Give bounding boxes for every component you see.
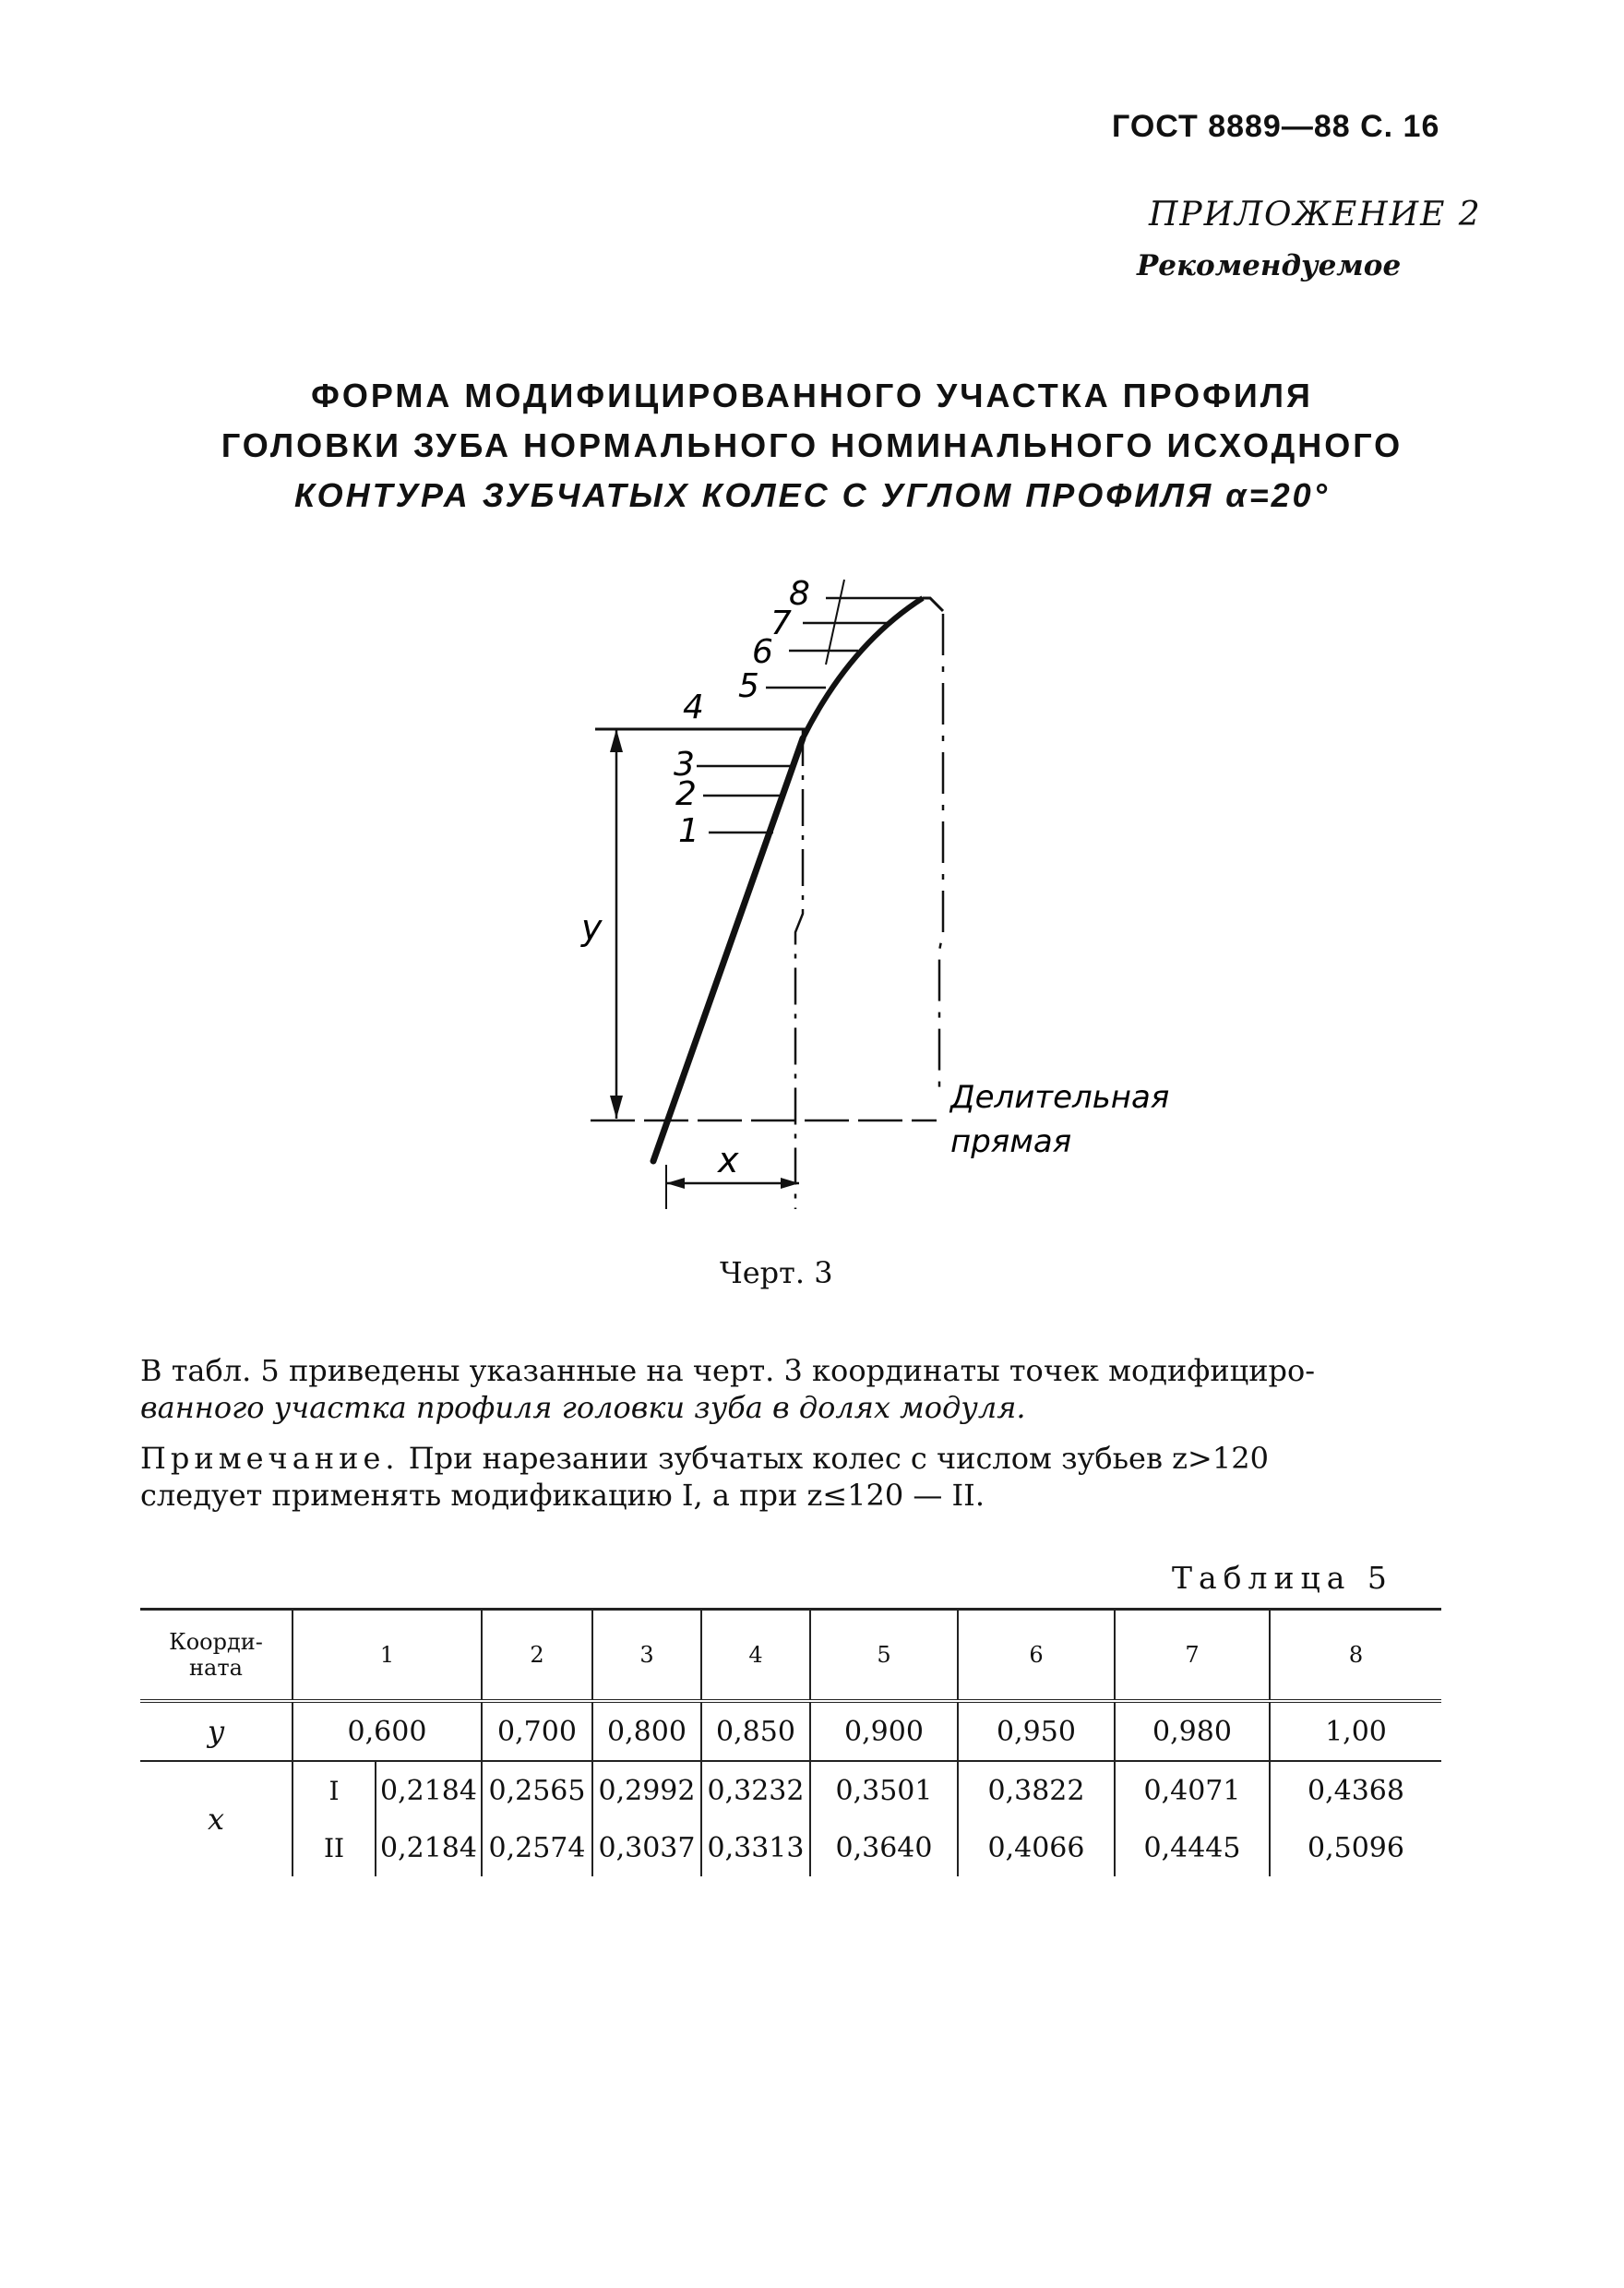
y-cell-8: 1,00 [1270, 1701, 1441, 1761]
figure-caption: Черт. 3 [720, 1255, 833, 1290]
point-label-6: 6 [752, 633, 773, 671]
paragraph-coordinates [140, 1352, 1441, 1426]
title-line-2: ГОЛОВКИ ЗУБА НОРМАЛЬНОГО НОМИНАЛЬНОГО ИСХОДНОГО [221, 426, 1403, 464]
appendix-label: ПРИЛОЖЕНИЕ 2 [1149, 196, 1482, 234]
x-I-cell-8: 0,4368 [1270, 1761, 1441, 1819]
y-cell-7: 0,980 [1115, 1701, 1270, 1761]
table-row-x-II [140, 1819, 1441, 1876]
coord-header: Коорди- ната [140, 1610, 293, 1702]
x-II-cell-1: 0,2184 [376, 1819, 482, 1876]
row-label-y: y [140, 1701, 293, 1761]
vertical-through-point-4 [795, 729, 803, 1209]
profile-modified-tip [803, 598, 923, 738]
x-I-cell-3: 0,2992 [592, 1761, 701, 1819]
appendix-status: Рекомендуемое [1137, 249, 1402, 282]
x-II-cell-3: 0,3037 [592, 1819, 701, 1876]
col-header-6: 6 [958, 1610, 1115, 1702]
x-I-cell-4: 0,3232 [701, 1761, 810, 1819]
y-cell-5: 0,900 [810, 1701, 958, 1761]
note-text: При нарезании зубчатых колес с числом зубьев z>120 [399, 1441, 1269, 1476]
table-header-row [140, 1610, 1441, 1702]
point-label-4: 4 [683, 689, 704, 726]
x-I-cell-6: 0,3822 [958, 1761, 1115, 1819]
col-header-4: 4 [701, 1610, 810, 1702]
col-header-7: 7 [1115, 1610, 1270, 1702]
note-line-2: следует применять модификацию I, а при z≤120 — II. [140, 1478, 985, 1513]
table-label: Таблица 5 [1172, 1560, 1393, 1596]
y-cell-4: 0,850 [701, 1701, 810, 1761]
x-II-cell-6: 0,4066 [958, 1819, 1115, 1876]
coordinates-table [140, 1608, 1441, 1876]
pitch-line-label-2: прямая [950, 1123, 1072, 1160]
title-line-3: КОНТУРА ЗУБЧАТЫХ КОЛЕС С УГЛОМ ПРОФИЛЯ α=20° [293, 476, 1331, 514]
y-cell-2: 0,700 [482, 1701, 592, 1761]
point-label-8: 8 [789, 575, 810, 613]
x-II-cell-5: 0,3640 [810, 1819, 958, 1876]
x-I-cell-5: 0,3501 [810, 1761, 958, 1819]
note-word: Примечание. [140, 1441, 400, 1476]
title-line-1: ФОРМА МОДИФИЦИРОВАННОГО УЧАСТКА ПРОФИЛЯ [311, 377, 1313, 414]
table-row-x-I [140, 1761, 1441, 1819]
mod-label-I: I [293, 1761, 376, 1819]
table-row-y [140, 1701, 1441, 1761]
x-axis-label: x [718, 1140, 739, 1180]
pitch-line-label-1: Делительная [950, 1079, 1170, 1116]
note-line-1 [140, 1440, 1441, 1477]
note-paragraph [140, 1440, 1441, 1514]
col-header-1: 1 [293, 1610, 482, 1702]
y-cell-1: 0,600 [293, 1701, 482, 1761]
row-label-x: x [207, 1802, 225, 1837]
y-cell-3: 0,800 [592, 1701, 701, 1761]
y-cell-6: 0,950 [958, 1701, 1115, 1761]
col-header-5: 5 [810, 1610, 958, 1702]
point-label-7: 7 [770, 605, 792, 642]
profile-tip-top [923, 598, 943, 611]
y-axis-label: y [581, 907, 603, 948]
x-I-cell-1: 0,2184 [376, 1761, 482, 1819]
x-II-cell-4: 0,3313 [701, 1819, 810, 1876]
point-label-3: 3 [674, 746, 695, 784]
x-II-cell-2: 0,2574 [482, 1819, 592, 1876]
x-I-cell-2: 0,2565 [482, 1761, 592, 1819]
x-II-cell-7: 0,4445 [1115, 1819, 1270, 1876]
x-II-cell-8: 0,5096 [1270, 1819, 1441, 1876]
point-label-5: 5 [738, 667, 759, 705]
tooth-right-boundary [939, 614, 943, 1089]
mod-label-II: II [293, 1819, 376, 1876]
x-I-cell-7: 0,4071 [1115, 1761, 1270, 1819]
point-label-1: 1 [678, 812, 699, 850]
col-header-8: 8 [1270, 1610, 1441, 1702]
paragraph-line-2: ванного участка профиля головки зуба в долях модуля. [140, 1390, 1026, 1425]
point-label-2: 2 [675, 775, 697, 813]
document-code: ГОСТ 8889—88 С. 16 [1112, 109, 1440, 144]
col-header-2: 2 [482, 1610, 592, 1702]
col-header-3: 3 [592, 1610, 701, 1702]
paragraph-line-1: В табл. 5 приведены указанные на черт. 3 координаты точек модифициро- [140, 1353, 1316, 1388]
